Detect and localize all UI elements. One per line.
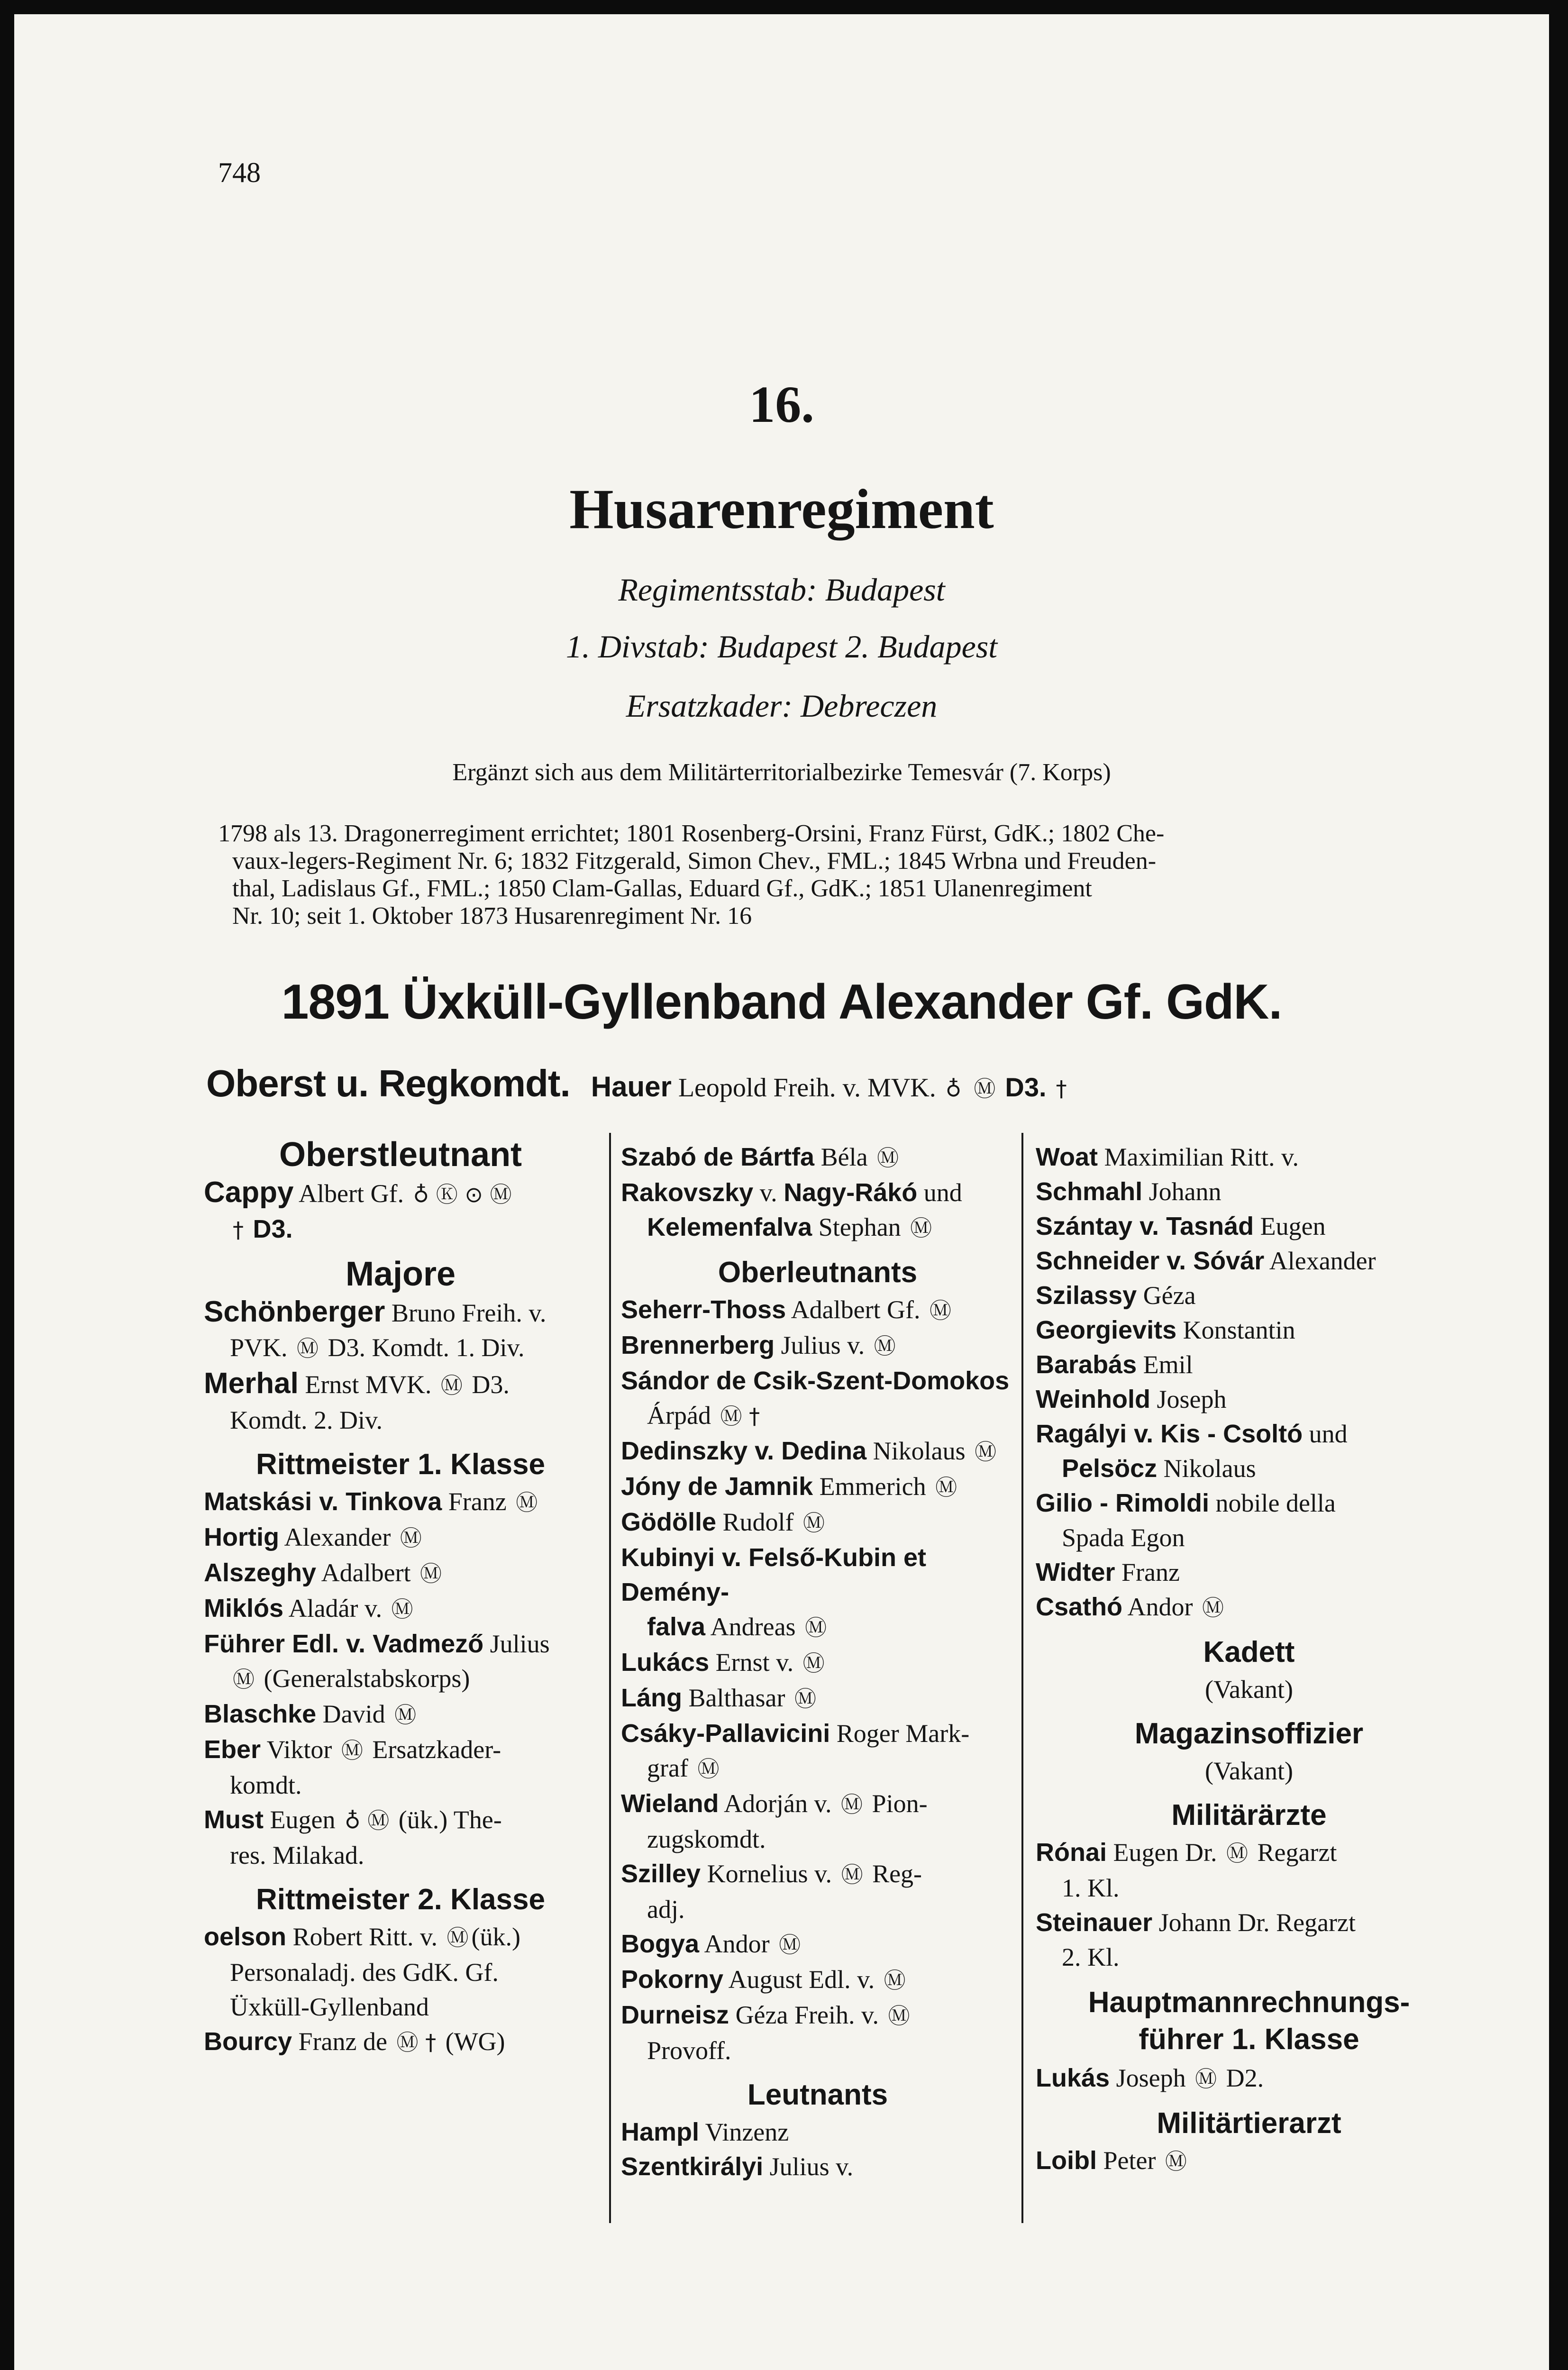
list-item: res. Milakad. — [230, 1841, 365, 1869]
list-item: Kelemenfalva Stephan Ⓜ — [647, 1213, 932, 1241]
divstab: 1. Divstab: Budapest 2. Budapest — [565, 629, 998, 665]
list-item: Ⓜ (Generalstabskorps) — [233, 1664, 470, 1693]
list-item: Pelsöcz Nikolaus — [1062, 1454, 1256, 1483]
heading-leutnants: Leutnants — [747, 2078, 888, 2111]
list-item: Seherr-Thoss Adalbert Gf. Ⓜ — [621, 1295, 952, 1324]
list-item: Szilassy Géza — [1036, 1281, 1196, 1310]
vakant-text: (Vakant) — [1205, 1757, 1293, 1785]
medal-m-icon: Ⓜ — [974, 1076, 996, 1102]
list-item: † D3. — [233, 1215, 293, 1243]
list-item: Blaschke David Ⓜ — [204, 1700, 417, 1728]
list-item: Woat Maximilian Ritt. v. — [1036, 1143, 1299, 1171]
list-item: Loibl Peter Ⓜ — [1036, 2146, 1187, 2175]
list-item: 2. Kl. — [1062, 1943, 1120, 1971]
list-item: Lukács Ernst v. Ⓜ — [621, 1648, 825, 1677]
list-item: falva Andreas Ⓜ — [647, 1613, 827, 1641]
list-item: Brennerberg Julius v. Ⓜ — [621, 1331, 896, 1359]
list-item: Schönberger Bruno Freih. v. — [204, 1295, 547, 1328]
list-item: Eber Viktor Ⓜ Ersatzkader- — [204, 1735, 501, 1764]
oberst-line — [206, 1062, 1070, 1105]
heading-line: führer 1. Klasse — [1139, 2023, 1359, 2056]
column-3 — [1036, 1140, 1462, 2179]
oberst-label: Oberst u. Regkomdt. — [206, 1062, 570, 1104]
inhaber-heading: 1891 Üxküll-Gyllenband Alexander Gf. GdK. — [281, 975, 1282, 1030]
heading-oberstleutnant: Oberstleutnant — [279, 1136, 522, 1174]
heading-rechnungsfuehrer — [1036, 1984, 1462, 2058]
list-item: Láng Balthasar Ⓜ — [621, 1684, 816, 1712]
list-item: Dedinszky v. Dedina Nikolaus Ⓜ — [621, 1437, 997, 1465]
ergaenzt-line: Ergänzt sich aus dem Militärterritorialbezirke Temesvár (7. Korps) — [452, 759, 1111, 786]
history-line: thal, Ladislaus Gf., FML.; 1850 Clam-Gallas, Eduard Gf., GdK.; 1851 Ulanenregiment — [232, 875, 1092, 902]
list-item: Szabó de Bártfa Béla Ⓜ — [621, 1143, 899, 1171]
list-item: adj. — [647, 1895, 685, 1923]
list-item: Schmahl Johann — [1036, 1177, 1222, 1206]
page-number: 748 — [218, 157, 261, 188]
history-block — [218, 820, 1450, 930]
list-item: Lukás Joseph Ⓜ D2. — [1036, 2064, 1264, 2092]
list-item: Pokorny August Edl. v. Ⓜ — [621, 1965, 906, 1994]
list-item: Komdt. 2. Div. — [230, 1406, 383, 1434]
vakant-text: (Vakant) — [1205, 1675, 1293, 1704]
list-item: Szilley Kornelius v. Ⓜ Reg- — [621, 1860, 922, 1888]
oberst-after: D3. — [1005, 1072, 1047, 1102]
heading-line: Hauptmannrechnungs- — [1088, 1986, 1410, 2019]
order-cross-icon: ♁ — [945, 1076, 962, 1102]
list-item: komdt. — [230, 1771, 302, 1799]
column-2 — [621, 1140, 1014, 2184]
list-item: Durneisz Géza Freih. v. Ⓜ — [621, 2001, 910, 2029]
list-item: Barabás Emil — [1036, 1350, 1193, 1379]
page — [14, 14, 1549, 2370]
heading-militaertierarzt: Militärtierarzt — [1157, 2107, 1341, 2140]
oberst-rest: Leopold Freih. v. MVK. — [678, 1073, 936, 1103]
column-divider — [1021, 1133, 1023, 2223]
list-item: Rakovszky v. Nagy-Rákó und — [621, 1178, 962, 1207]
list-item: Árpád Ⓜ † — [647, 1401, 760, 1430]
history-line: 1798 als 13. Dragonerregiment errichtet; 1801 Rosenberg-Orsini, Franz Fürst, GdK.; 1802 Che- — [218, 820, 1165, 847]
column-1 — [204, 1128, 597, 2060]
oberst-name: Hauer — [591, 1071, 672, 1103]
regiment-number: 16. — [749, 375, 814, 433]
heading-magazinsoffizier: Magazinsoffizier — [1134, 1717, 1364, 1750]
heading-rittmeister-1: Rittmeister 1. Klasse — [256, 1448, 545, 1481]
dagger-icon: † — [1056, 1076, 1067, 1102]
list-item: PVK. Ⓜ D3. Komdt. 1. Div. — [230, 1333, 525, 1362]
list-item: Matskási v. Tinkova Franz Ⓜ — [204, 1487, 538, 1516]
list-item: Üxküll-Gyllenband — [230, 1993, 429, 2021]
list-item: Cappy Albert Gf. ♁ Ⓚ ⊙ Ⓜ — [204, 1176, 512, 1209]
list-item: Hortig Alexander Ⓜ — [204, 1523, 422, 1551]
list-item: Jóny de Jamnik Emmerich Ⓜ — [621, 1472, 957, 1501]
list-item: Wieland Adorján v. Ⓜ Pion- — [621, 1789, 928, 1818]
list-item: Csathó Andor Ⓜ — [1036, 1593, 1224, 1621]
list-item: Kubinyi v. Felső-Kubin et Demény- — [621, 1543, 927, 1606]
regimentsstab: Regimentsstab: Budapest — [618, 572, 945, 608]
history-line: vaux-legers-Regiment Nr. 6; 1832 Fitzgerald, Simon Chev., FML.; 1845 Wrbna und Freuden- — [232, 848, 1157, 875]
list-item: Miklós Aladár v. Ⓜ — [204, 1594, 413, 1623]
page-title: Husarenregiment — [569, 477, 994, 540]
list-item: Bogya Andor Ⓜ — [621, 1930, 801, 1958]
list-item: 1. Kl. — [1062, 1874, 1120, 1902]
list-item: Gödölle Rudolf Ⓜ — [621, 1508, 825, 1536]
list-item: zugskomdt. — [647, 1825, 766, 1853]
list-item: Personaladj. des GdK. Gf. — [230, 1958, 499, 1987]
column-divider — [609, 1133, 611, 2223]
list-item: Widter Franz — [1036, 1558, 1180, 1586]
list-item: Csáky-Pallavicini Roger Mark- — [621, 1719, 970, 1748]
list-item: Provoff. — [647, 2036, 731, 2065]
list-item: Ragályi v. Kis - Csoltó und — [1036, 1420, 1348, 1448]
ersatzkader: Ersatzkader: Debreczen — [626, 688, 938, 724]
heading-oberleutnants: Oberleutnants — [718, 1256, 918, 1289]
list-item: Merhal Ernst MVK. Ⓜ D3. — [204, 1367, 510, 1400]
heading-militaeraerzte: Militärärzte — [1171, 1799, 1327, 1832]
list-item: Weinhold Joseph — [1036, 1385, 1227, 1413]
history-line: Nr. 10; seit 1. Oktober 1873 Husarenregiment Nr. 16 — [232, 902, 752, 930]
list-item: Szántay v. Tasnád Eugen — [1036, 1212, 1326, 1240]
list-item: Szentkirályi Julius v. — [621, 2152, 854, 2181]
list-item: Must Eugen ♁ Ⓜ (ük.) The- — [204, 1805, 502, 1834]
list-item: Hampl Vinzenz — [621, 2118, 789, 2146]
list-item: Schneider v. Sóvár Alexander — [1036, 1247, 1376, 1275]
list-item: graf Ⓜ — [647, 1754, 720, 1782]
list-item: Spada Egon — [1062, 1523, 1185, 1552]
list-item: Rónai Eugen Dr. Ⓜ Regarzt — [1036, 1838, 1337, 1867]
heading-kadett: Kadett — [1203, 1636, 1295, 1668]
list-item: Gilio - Rimoldi nobile della — [1036, 1489, 1336, 1517]
list-item: oelson Robert Ritt. v. Ⓜ (ük.) — [204, 1923, 520, 1951]
list-item: Sándor de Csik-Szent-Domokos — [621, 1367, 1010, 1395]
heading-majore: Majore — [345, 1255, 456, 1293]
list-item: Georgievits Konstantin — [1036, 1316, 1295, 1344]
list-item: Alszeghy Adalbert Ⓜ — [204, 1559, 442, 1587]
list-item: Steinauer Johann Dr. Regarzt — [1036, 1908, 1356, 1937]
list-item: Führer Edl. v. Vadmező Julius — [204, 1630, 550, 1658]
heading-rittmeister-2: Rittmeister 2. Klasse — [256, 1883, 545, 1916]
list-item: Bourcy Franz de Ⓜ † (WG) — [204, 2027, 505, 2056]
